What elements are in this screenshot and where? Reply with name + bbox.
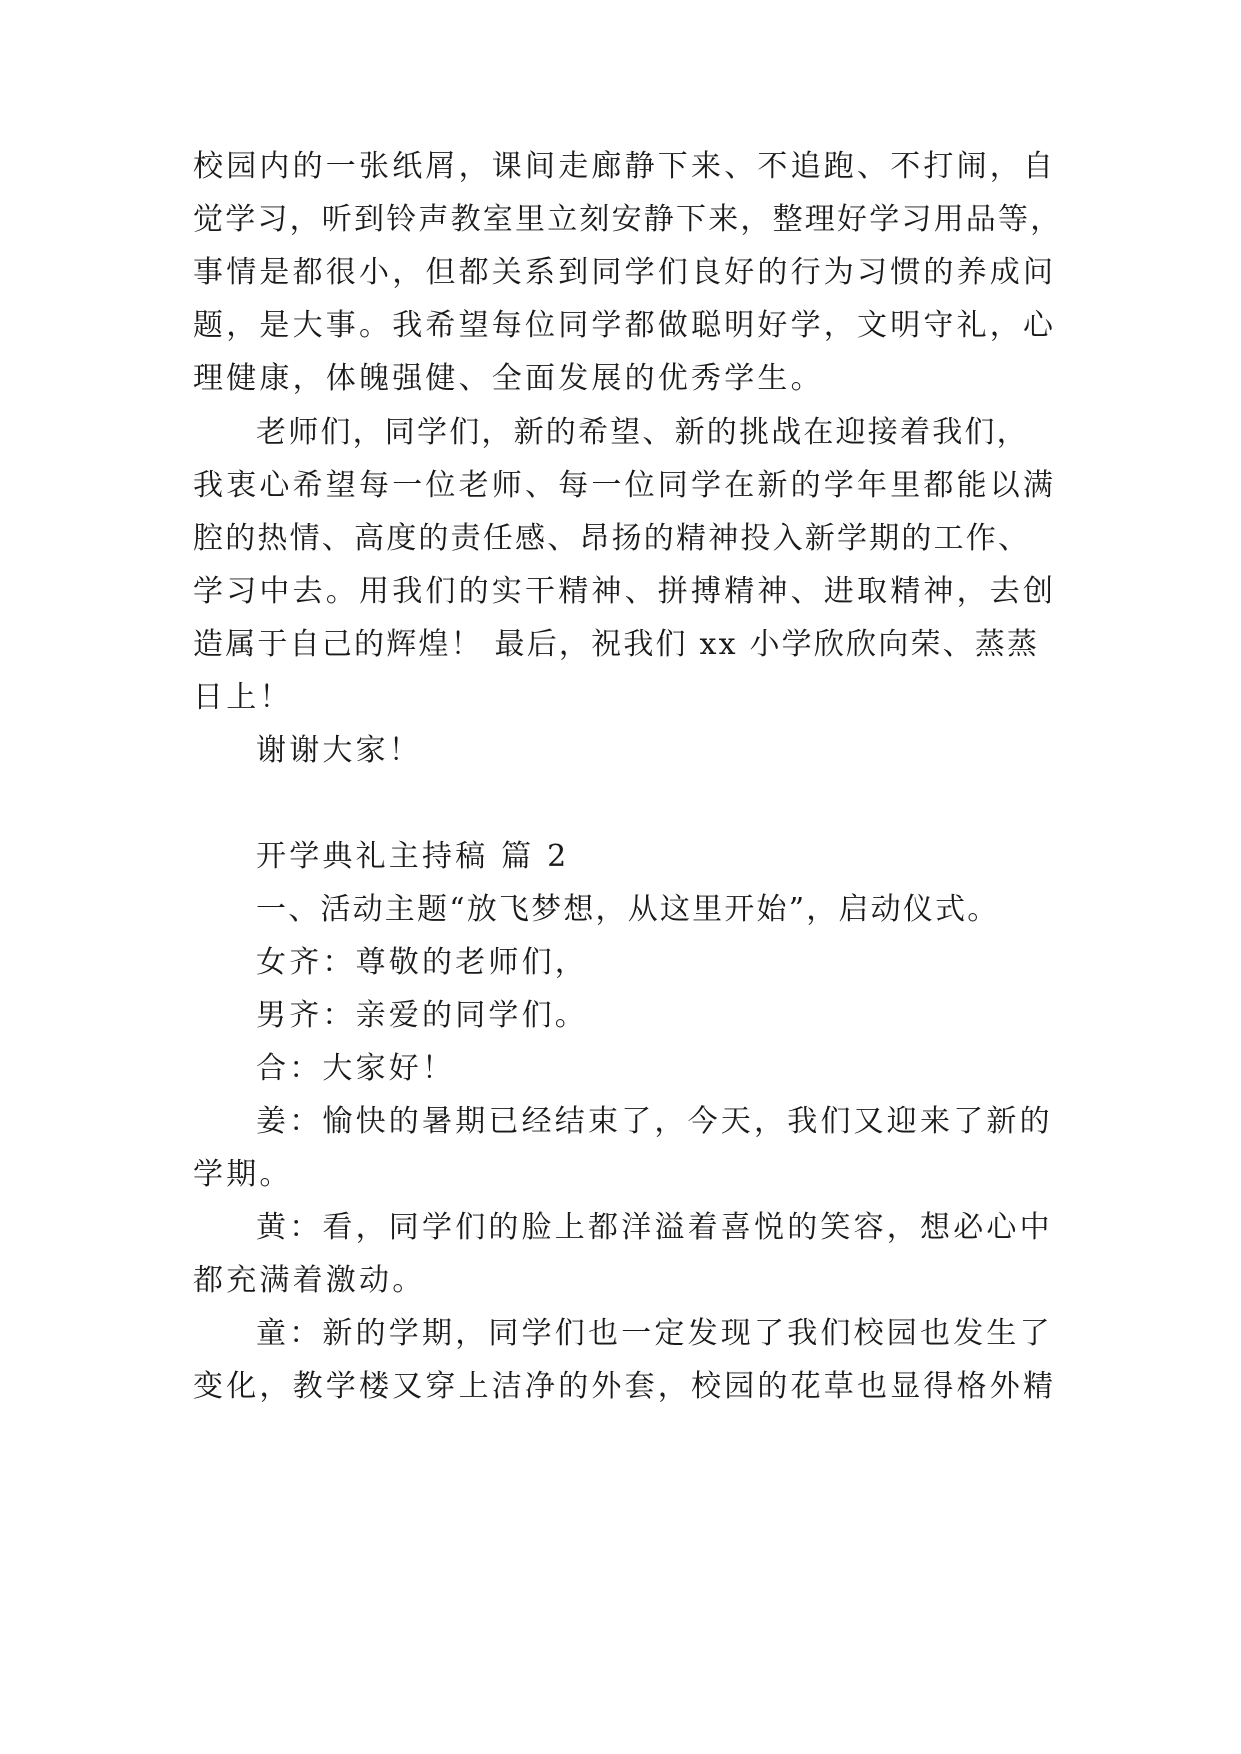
paragraph-line: 老师们，同学们，新的希望、新的挑战在迎接着我们， [256,415,1029,450]
paragraph-line: 我衷心希望每一位老师、每一位同学在新的学年里都能以满 [193,468,1057,503]
dialogue-line: 姜：愉快的暑期已经结束了，今天，我们又迎来了新的 [256,1104,1053,1139]
paragraph-line: 校园内的一张纸屑，课间走廊静下来、不追跑、不打闹，自 [193,149,1057,184]
paragraph-line: 日上！ [193,680,293,715]
dialogue-line: 童：新的学期，同学们也一定发现了我们校园也发生了 [256,1316,1053,1351]
paragraph-line: 造属于自己的辉煌！ 最后，祝我们 xx 小学欣欣向荣、蒸蒸 [193,627,1040,662]
paragraph-line: 腔的热情、高度的责任感、昂扬的精神投入新学期的工作、 [193,521,1031,556]
closing-line: 谢谢大家！ [256,733,422,768]
dialogue-line: 变化，教学楼又穿上洁净的外套，校园的花草也显得格外精 [193,1369,1057,1404]
dialogue-line: 女齐：尊敬的老师们， [256,945,588,980]
paragraph-line: 觉学习，听到铃声教室里立刻安静下来，整理好学习用品等， [193,202,1063,237]
dialogue-line: 都充满着激动。 [193,1263,426,1298]
dialogue-line: 黄：看，同学们的脸上都洋溢着喜悦的笑容，想必心中 [256,1210,1053,1245]
paragraph-line: 理健康，体魄强健、全面发展的优秀学生。 [193,361,824,396]
theme-line: 一、活动主题“放飞梦想，从这里开始”，启动仪式。 [256,892,1000,927]
dialogue-line: 男齐：亲爱的同学们。 [256,998,588,1033]
paragraph-line: 题，是大事。我希望每位同学都做聪明好学，文明守礼，心 [193,308,1057,343]
dialogue-line: 合：大家好！ [256,1051,456,1086]
paragraph-line: 学习中去。用我们的实干精神、拼搏精神、进取精神，去创 [193,574,1057,609]
dialogue-line: 学期。 [193,1157,293,1192]
section-heading: 开学典礼主持稿 篇 2 [256,839,570,874]
paragraph-line: 事情是都很小，但都关系到同学们良好的行为习惯的养成问 [193,255,1057,290]
